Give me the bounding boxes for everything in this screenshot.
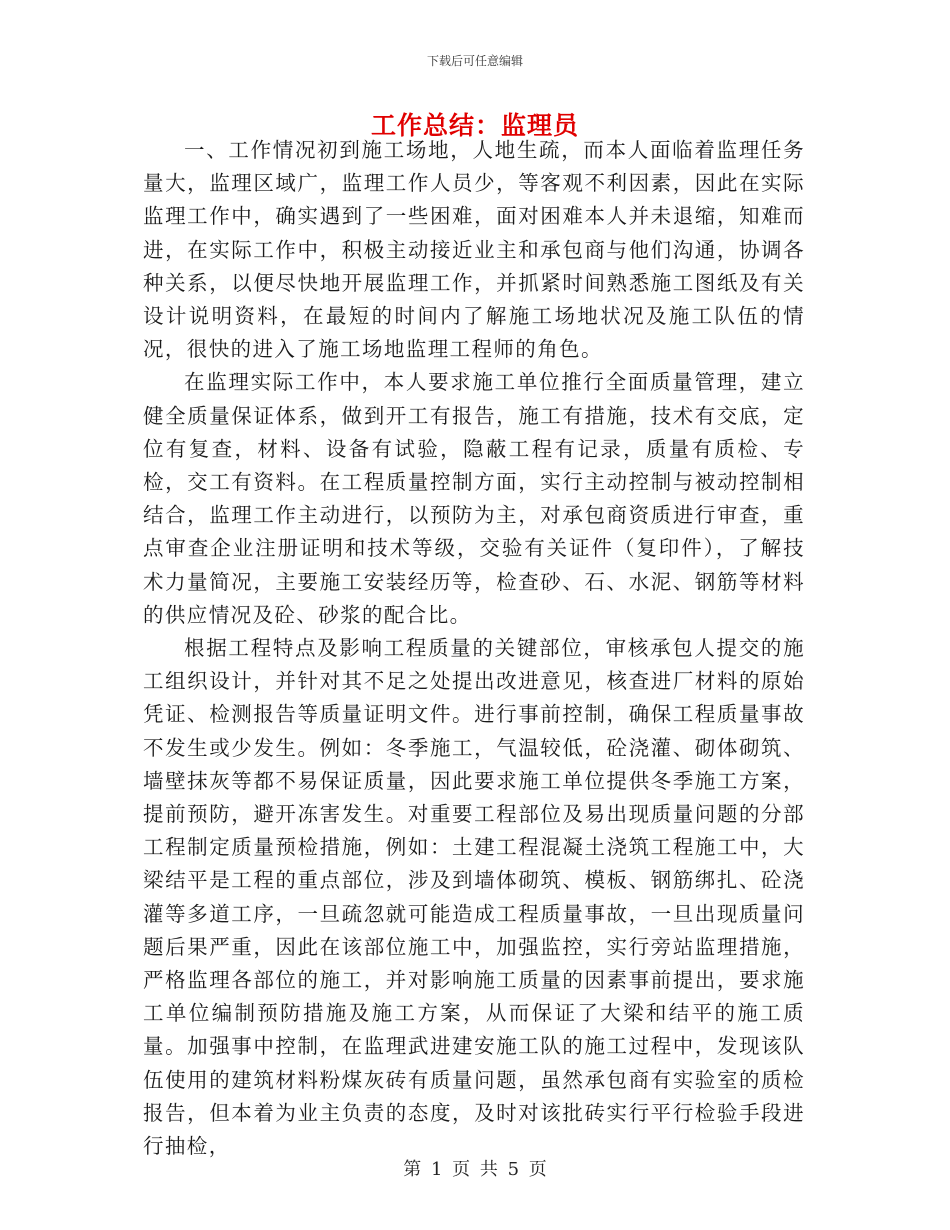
header-note: 下载后可任意编辑 — [426, 54, 523, 68]
paragraph-3: 根据工程特点及影响工程质量的关键部位，审核承包人提交的施工组织设计，并针对其不足之处提出改进意见，核查进厂材料的原始凭证、检测报告等质量证明文件。进行事前控制，确保工程质量事故不发生或少发生。例如：冬季施工，气温较低，砼浇灌、砌体砌筑、墙壁抹灰等都不易保证质量，因此要求施工单位提供冬季施工方案，提前预防，避开冻害发生。对重要工程部位及易出现质量问题的分部工程制定质量预检措施，例如：土建工程混凝土浇筑工程施工中，大梁结平是工程的重点部位，涉及到墙体砌筑、模板、钢筋绑扎、砼浇灌等多道工序，一旦疏忽就可能造成工程质量事故，一旦出现质量问题后果严重，因此在该部位施工中，加强监控，实行旁站监理措施，严格监理各部位的施工，并对影响施工质量的因素事前提出，要求施工单位编制预防措施及施工方案，从而保证了大梁和结平的施工质量。加强事中控制，在监理武进建安施工队的施工过程中，发现该队伍使用的建筑材料粉煤灰砖有质量问题，虽然承包商有实验室的质检报告，但本着为业主负责的态度，及时对该批砖实行平行检验手段进行抽检， — [143, 636, 805, 1159]
paragraph-1: 一、工作情况初到施工场地，人地生疏，而本人面临着监理任务量大，监理区域广，监理工作人员少，等客观不利因素，因此在实际监理工作中，确实遇到了一些困难，面对困难本人并未退缩，知难而进，在实际工作中，积极主动接近业主和承包商与他们沟通，协调各种关系，以便尽快地开展监理工作，并抓紧时间熟悉施工图纸及有关设计说明资料，在最短的时间内了解施工场地状况及施工队伍的情况，很快的进入了施工场地监理工程师的角色。 — [143, 138, 805, 362]
paragraph-2: 在监理实际工作中，本人要求施工单位推行全面质量管理，建立健全质量保证体系，做到开工有报告，施工有措施，技术有交底，定位有复查，材料、设备有试验，隐蔽工程有记录，质量有质检、专检，交工有资料。在工程质量控制方面，实行主动控制与被动控制相结合，监理工作主动进行，以预防为主，对承包商资质进行审查，重点审查企业注册证明和技术等级，交验有关证件（复印件），了解技术力量简况，主要施工安装经历等，检查砂、石、水泥、钢筋等材料的供应情况及砼、砂浆的配合比。 — [143, 370, 805, 627]
page-footer: 第 1 页 共 5 页 — [403, 1159, 547, 1180]
document-title: 工作总结：监理员 — [370, 111, 579, 140]
document-body — [143, 134, 805, 1163]
